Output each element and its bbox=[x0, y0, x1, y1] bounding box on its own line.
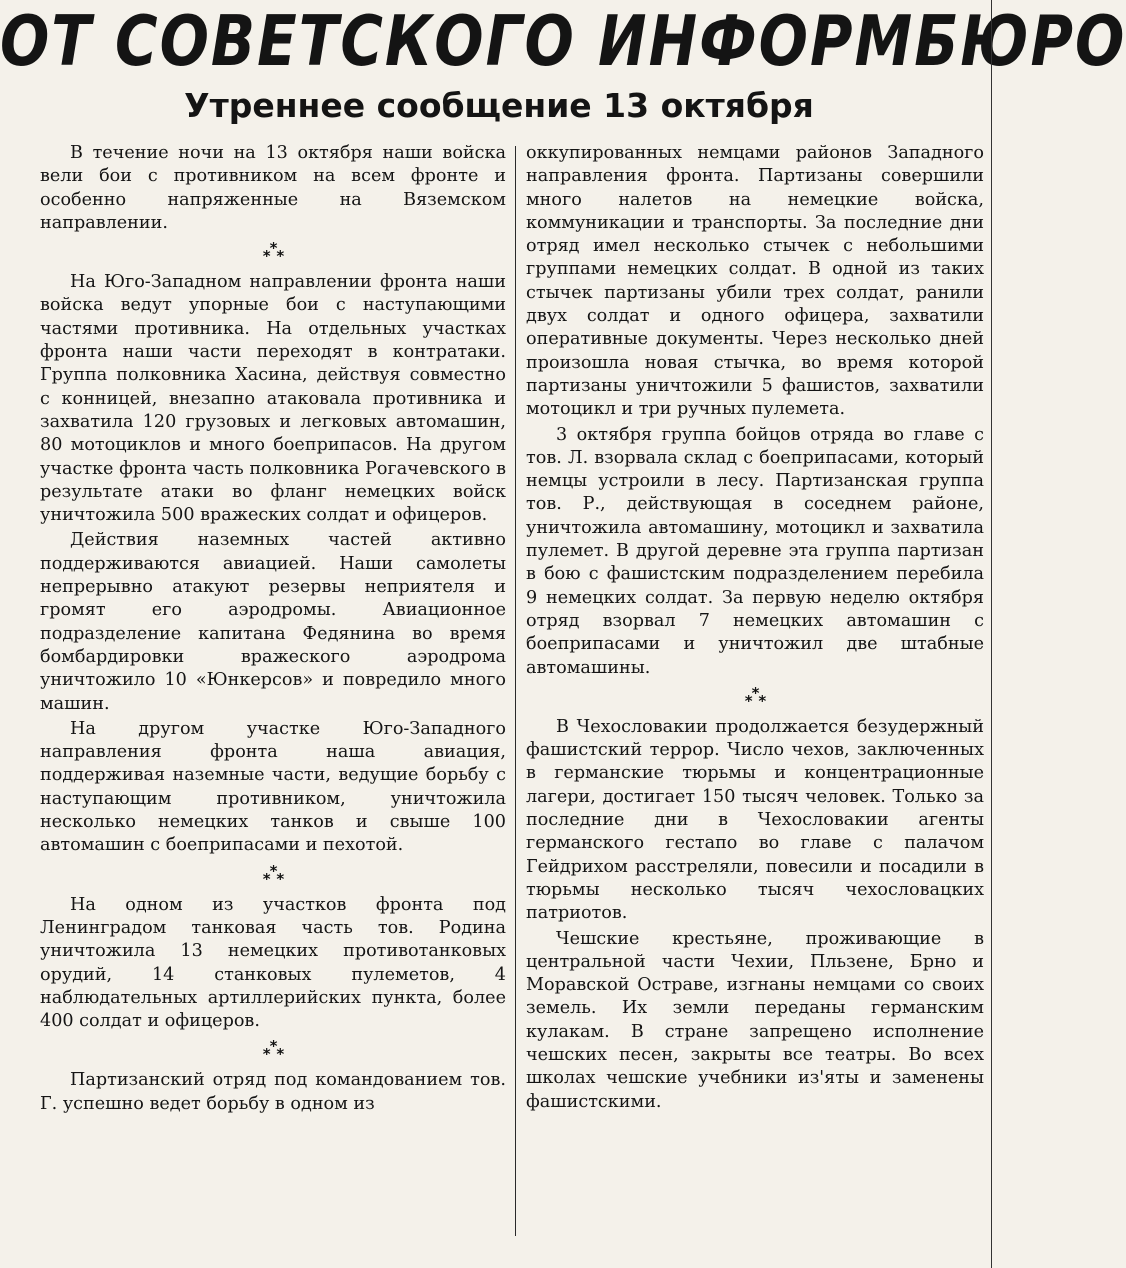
headline: ОТ СОВЕТСКОГО ИНФОРМБЮРО bbox=[0, 0, 1126, 82]
subheadline: Утреннее сообщение 13 октября bbox=[184, 86, 814, 125]
column-divider bbox=[515, 146, 516, 1236]
left-column bbox=[40, 142, 506, 1118]
paragraph: 3 октября группа бойцов отряда во главе с тов. Л. взорвала склад с боеприпасами, который немцы устроили в лесу. Партизанская группа тов. Р., действующая в соседнем районе, уничтожила автомашину, мотоцикл и захватила пулемет. В другой деревне эта группа партизан в бою с фашистским подразделением перебила 9 немецких солдат. За первую неделю октября отряд взорвал 7 немецких автомашин с боеприпасами и уничтожил две штабные автомашины. bbox=[526, 424, 984, 678]
paragraph: В течение ночи на 13 октября наши войска вели бои с противником на всем фронте и особенно напряженные на Вяземском направлении. bbox=[40, 143, 506, 233]
paragraph: На Юго-Западном направлении фронта наши войска ведут упорные бои с наступающими частями противника. На отдельных участках фронта наши части переходят в контратаки. Группа полковника Хасина, действуя совместно с конницей, внезапно атаковала противника и захватила 120 грузовых и легковых автомашин, 80 мотоциклов и много боеприпасов. На другом участке фронта часть полковника Рогачевского в результате атаки во фланг немецких войск уничтожила 500 вражеских солдат и офицеров. bbox=[40, 272, 506, 526]
page-edge-rule bbox=[991, 0, 992, 1268]
section-separator-stars: *** bbox=[262, 239, 284, 266]
paragraph: На одном из участков фронта под Ленинградом танковая часть тов. Родина уничтожила 13 немецких противотанковых орудий, 14 станковых пулеметов, 4 наблюдательных артиллерийских пункта, более 400 солдат и офицеров. bbox=[40, 894, 506, 1032]
paragraph: В Чехословакии продолжается безудержный фашистский террор. Число чехов, заключенных в германские тюрьмы и концентрационные лагери, достигает 150 тысяч человек. Только за последние дни в Чехословакии агенты германского гестапо во главе с палачом Гейдрихом расстреляли, повесили и посадили в тюрьмы несколько тысяч чехословацких патриотов. bbox=[526, 716, 984, 924]
section-separator-stars: *** bbox=[744, 683, 766, 710]
paragraph: оккупированных немцами районов Западного направления фронта. Партизаны совершили много налетов на немецкие войска, коммуникации и транспорты. За последние дни отряд имел несколько стычек с небольшими группами немецких солдат. В одной из таких стычек партизаны убили трех солдат, ранили двух солдат и одного офицера, захватили оперативные документы. Через несколько дней произошла новая стычка, во время которой партизаны уничтожили 5 фашистов, захватили мотоцикл и три ручных пулемета. bbox=[526, 143, 984, 420]
section-separator-stars: *** bbox=[262, 861, 284, 888]
paragraph: На другом участке Юго-Западного направления фронта наша авиация, поддерживая наземные части, ведущие борьбу с наступающим противником, уничтожила несколько немецких танков и свыше 100 автомашин с боеприпасами и пехотой. bbox=[40, 718, 506, 856]
right-column bbox=[526, 142, 984, 1116]
paragraph: Партизанский отряд под командованием тов. Г. успешно ведет борьбу в одном из bbox=[40, 1070, 506, 1114]
section-separator-stars: *** bbox=[262, 1037, 284, 1064]
paragraph: Действия наземных частей активно поддерживаются авиацией. Наши самолеты непрерывно атакуют резервы неприятеля и громят его аэродромы. Авиационное подразделение капитана Федянина во время бомбардировки вражеского аэродрома уничтожило 10 «Юнкерсов» и повредило много машин. bbox=[40, 530, 506, 714]
paragraph: Чешские крестьяне, проживающие в центральной части Чехии, Пльзене, Брно и Моравской Остраве, изгнаны немцами со своих земель. Их земли переданы германским кулакам. В стране запрещено исполнение чешских песен, закрыты все театры. Во всех школах чешские учебники из'яты и заменены фашистскими. bbox=[526, 928, 984, 1112]
